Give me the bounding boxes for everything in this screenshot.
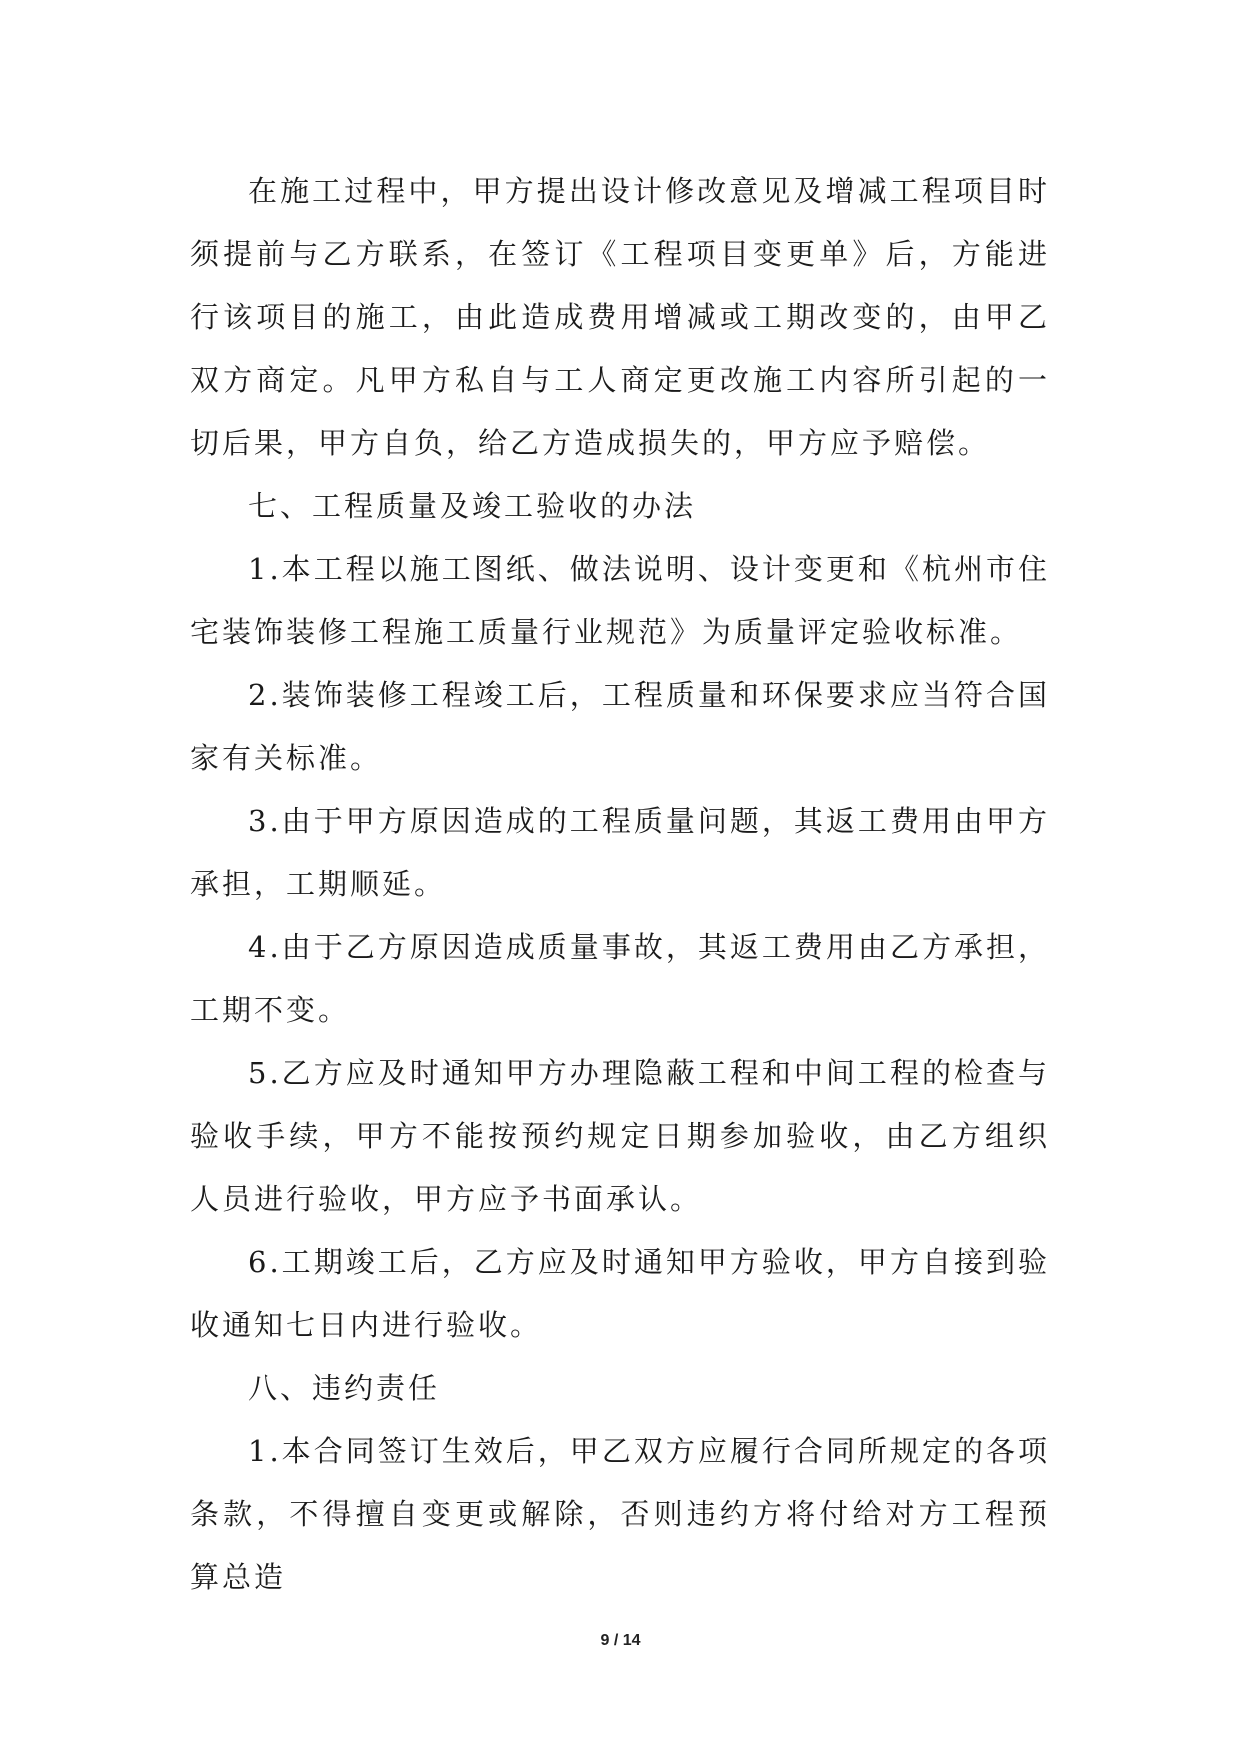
page-body xyxy=(190,160,1050,1609)
paragraph-item-1-standards: 1.本工程以施工图纸、做法说明、设计变更和《杭州市住宅装饰装修工程施工质量行业规范》为质量评定验收标准。 xyxy=(190,552,1050,649)
paragraph-item-3-party-a-fault: 3.由于甲方原因造成的工程质量问题，其返工费用由甲方承担，工期顺延。 xyxy=(190,804,1050,901)
paragraph-liability-item-1: 1.本合同签订生效后，甲乙双方应履行合同所规定的各项条款，不得擅自变更或解除，否则违约方将付给对方工程预算总造 xyxy=(190,1434,1050,1594)
paragraph-item-5-concealed-works: 5.乙方应及时通知甲方办理隐蔽工程和中间工程的检查与验收手续，甲方不能按预约规定日期参加验收，由乙方组织人员进行验收，甲方应予书面承认。 xyxy=(190,1056,1050,1216)
paragraph-item-2-completion: 2.装饰装修工程竣工后，工程质量和环保要求应当符合国家有关标准。 xyxy=(190,678,1050,775)
paragraph-item-4-party-b-fault: 4.由于乙方原因造成质量事故，其返工费用由乙方承担，工期不变。 xyxy=(190,930,1050,1027)
section-heading-liability: 八、违约责任 xyxy=(248,1371,441,1405)
section-heading-quality-acceptance: 七、工程质量及竣工验收的办法 xyxy=(248,489,697,523)
page-number: 9 / 14 xyxy=(600,1632,641,1649)
paragraph-design-changes: 在施工过程中，甲方提出设计修改意见及增减工程项目时须提前与乙方联系，在签订《工程项目变更单》后，方能进行该项目的施工，由此造成费用增减或工期改变的，由甲乙双方商定。凡甲方私自与工人商定更改施工内容所引起的一切后果，甲方自负，给乙方造成损失的，甲方应予赔偿。 xyxy=(190,174,1050,460)
paragraph-item-6-final-acceptance: 6.工期竣工后，乙方应及时通知甲方验收，甲方自接到验收通知七日内进行验收。 xyxy=(190,1245,1050,1342)
